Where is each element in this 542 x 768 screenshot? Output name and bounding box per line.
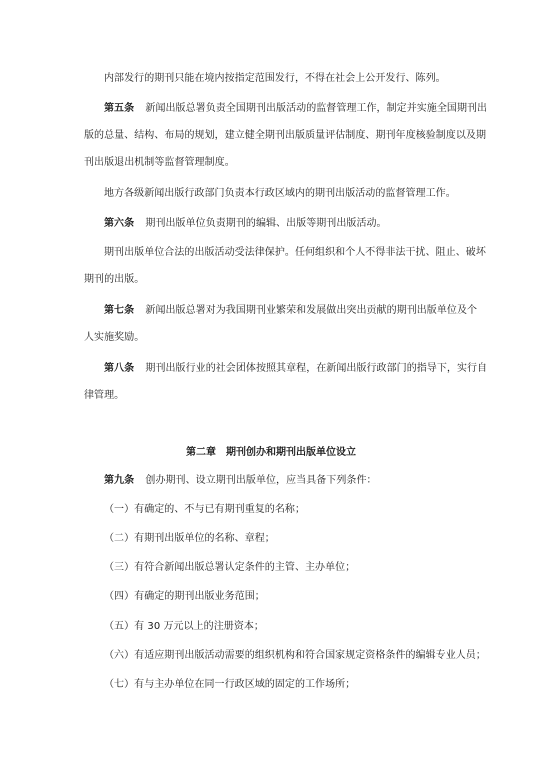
article-5-label: 第五条 [104,103,135,114]
condition-item-2: （二）有期刊出版单位的名称、章程； [104,533,275,544]
article-8-line-2 [84,383,474,409]
article-7-text: 新闻出版总署对为我国期刊业繁荣和发展做出突出贡献的期刊出版单位及个 [145,305,478,316]
condition-item-1: （一）有确定的、不与已有期刊重复的名称； [104,504,305,515]
condition-item-7: （七）有与主办单位在同一行政区域的固定的工作场所； [104,679,356,690]
article-5-line-1 [84,96,488,122]
paragraph-legal-protection-line-1 [84,240,486,266]
paragraph-text: 期刊的出版。 [84,274,145,285]
paragraph-text: 地方各级新闻出版行政部门负责本行政区域内的期刊出版活动的监督管理工作。 [104,188,456,199]
article-6 [84,211,474,237]
article-6-text: 期刊出版单位负责期刊的编辑、出版等期刊出版活动。 [145,218,387,229]
condition-item-4: （四）有确定的期刊出版业务范围； [104,591,265,602]
article-7-label: 第七条 [104,305,135,316]
condition-item-5: （五）有 30 万元以上的注册资本； [104,621,264,632]
article-5-line-3 [84,150,474,176]
paragraph-legal-protection-line-2 [84,267,474,293]
article-7-text: 人实施奖励。 [84,332,145,343]
article-7-line-2 [84,325,474,351]
condition-item-6: （六）有适应期刊出版活动需要的组织机构和符合国家规定资格条件的编辑专业人员； [104,650,486,661]
article-5-line-2 [84,123,486,149]
article-7-line-1 [84,298,478,324]
article-9 [84,468,474,494]
paragraph-local-supervision [84,181,474,207]
condition-item-3: （三）有符合新闻出版总署认定条件的主管、主办单位； [104,562,356,573]
article-8-text: 律管理。 [84,390,125,401]
chapter-2-heading: 第二章 期刊创办和期刊出版单位设立 [186,447,356,458]
paragraph-text: 期刊出版单位合法的出版活动受法律保护。任何组织和个人不得非法干扰、阻止、破坏 [104,247,486,258]
article-5-text: 刊出版退出机制等监督管理制度。 [84,157,235,168]
article-8-label: 第八条 [104,363,135,374]
article-8-text: 期刊出版行业的社会团体按照其章程，在新闻出版行政部门的指导下，实行自 [145,363,488,374]
article-6-label: 第六条 [104,218,135,229]
paragraph-internal-distribution [84,66,474,92]
paragraph-text: 内部发行的期刊只能在境内按指定范围发行，不得在社会上公开发行、陈列。 [104,73,446,84]
article-9-text: 创办期刊、设立期刊出版单位，应当具备下列条件： [145,475,377,486]
article-5-text: 版的总量、结构、布局的规划，建立健全期刊出版质量评估制度、期刊年度核验制度以及期 [84,130,486,141]
article-9-label: 第九条 [104,475,135,486]
article-8-line-1 [84,356,488,382]
article-5-text: 新闻出版总署负责全国期刊出版活动的监督管理工作，制定并实施全国期刊出 [145,103,488,114]
